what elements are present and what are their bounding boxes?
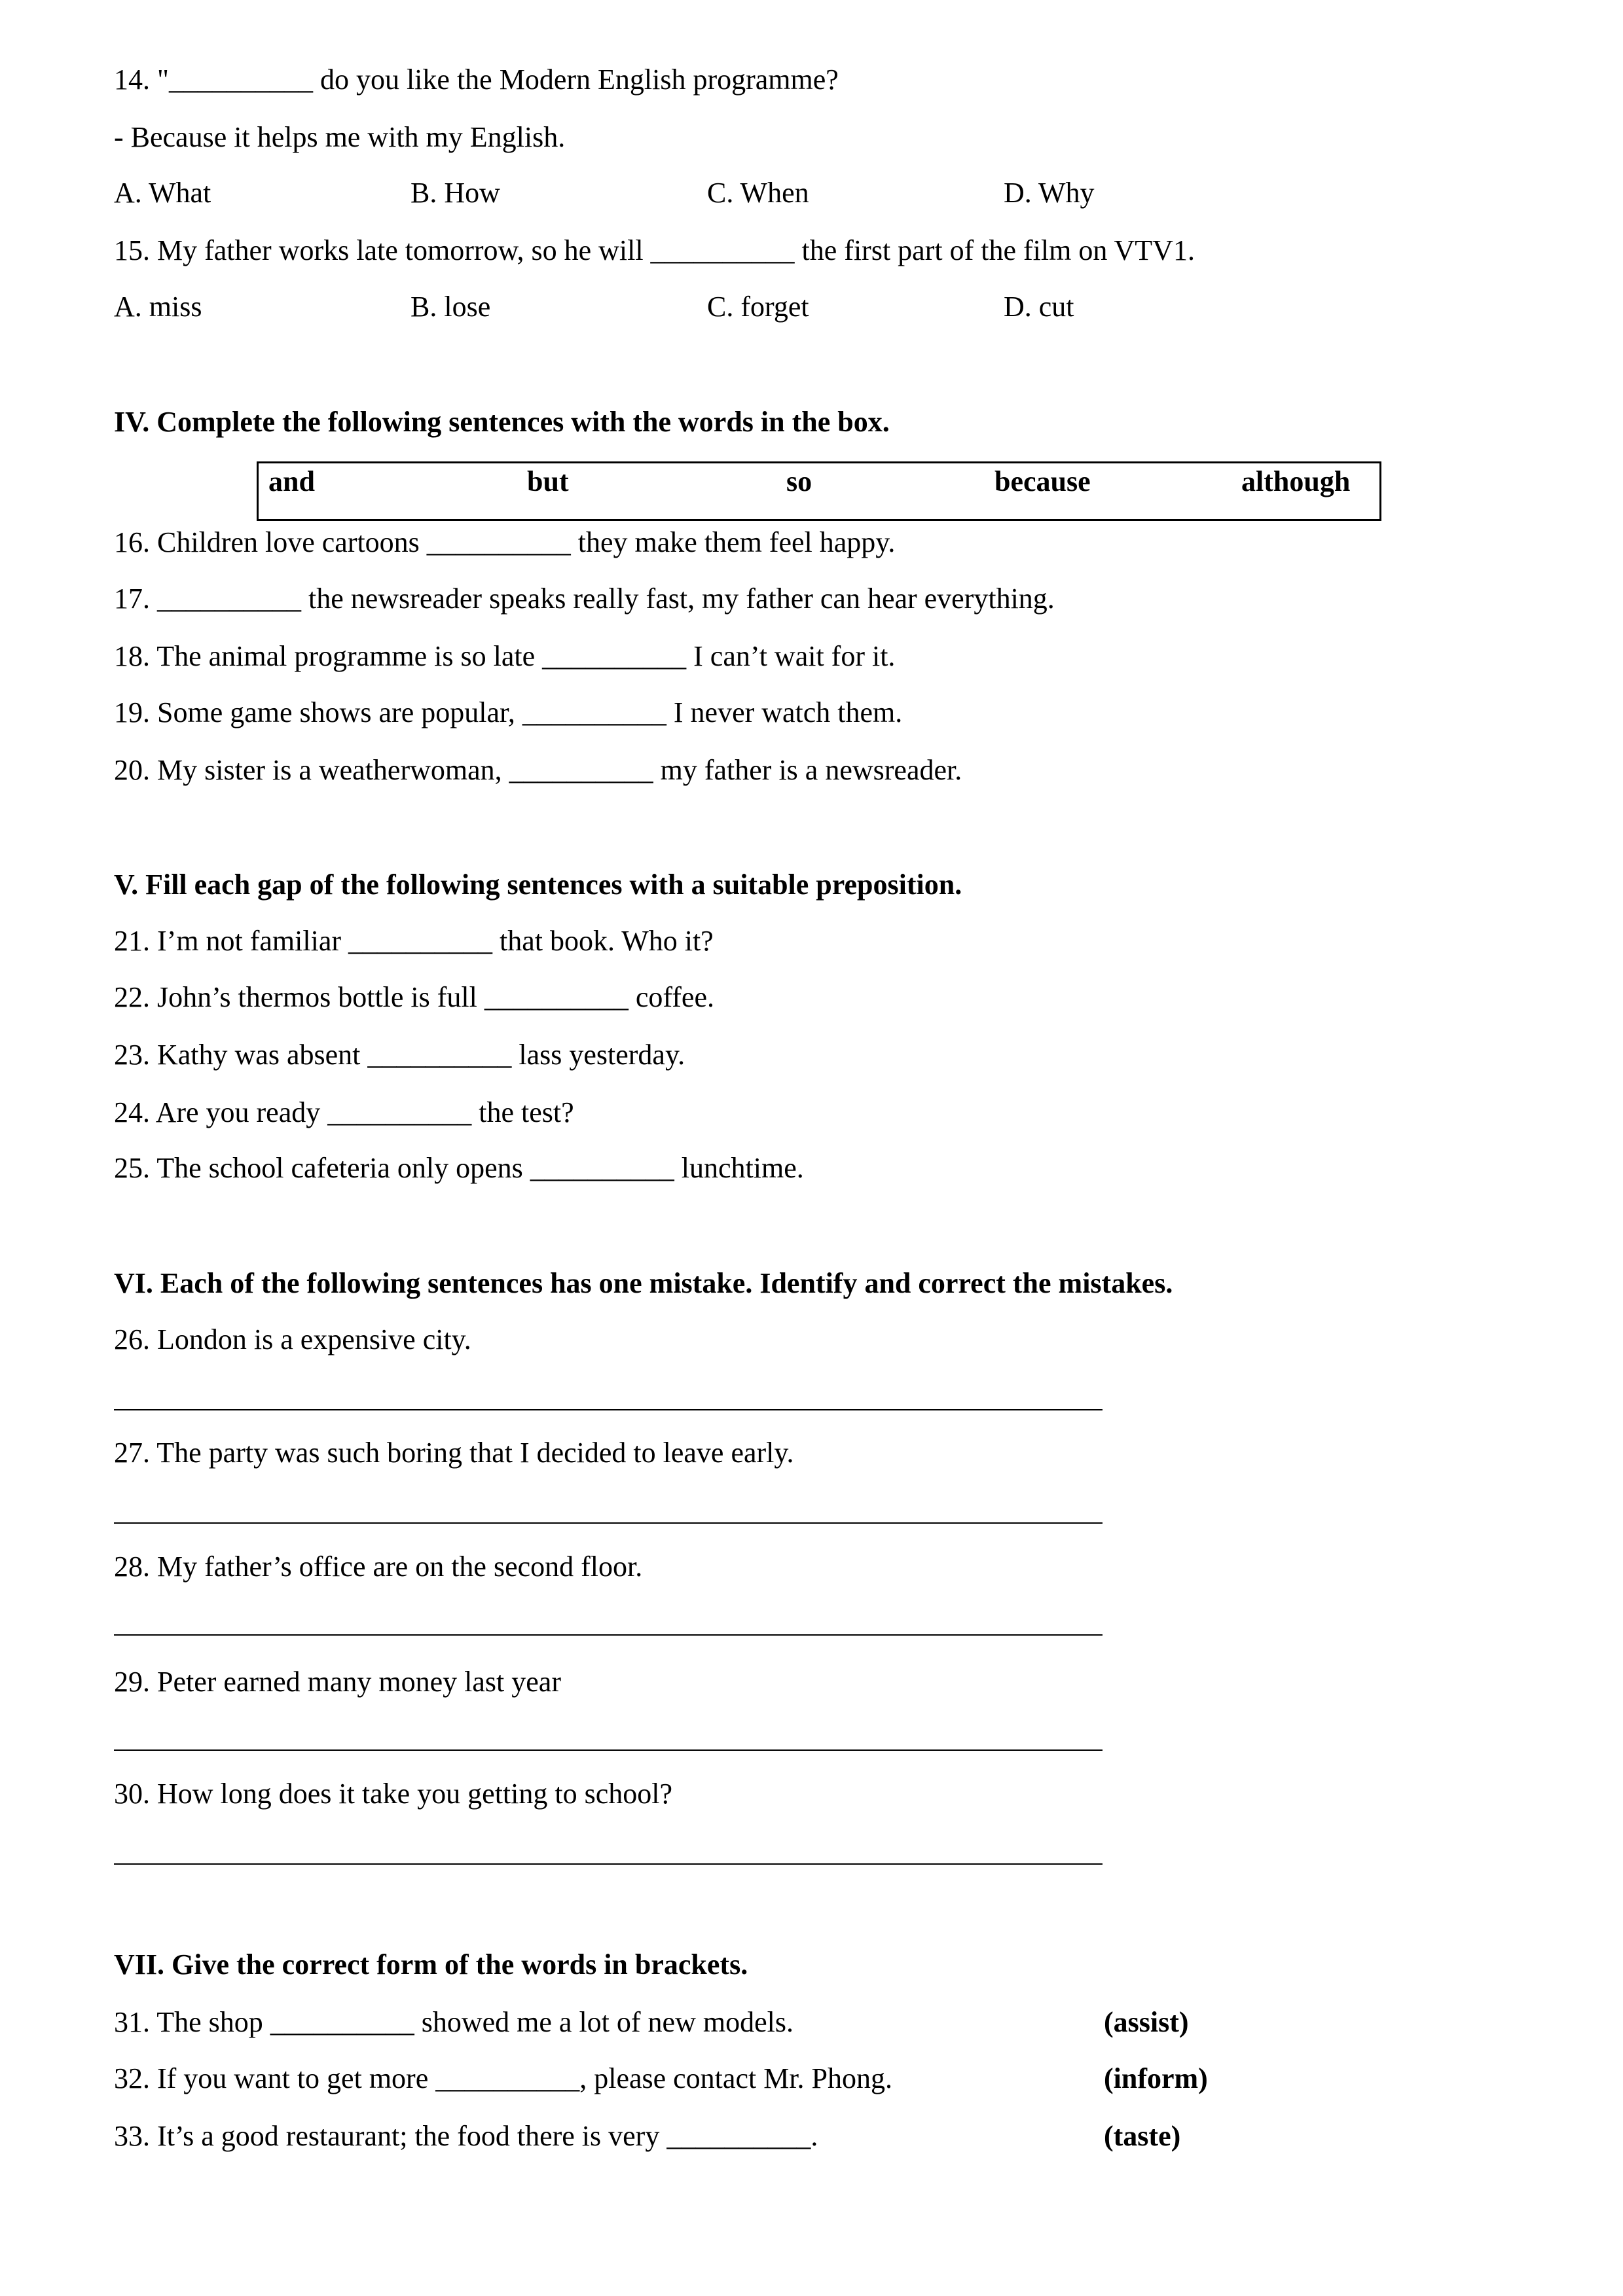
question-19: 19. Some game shows are popular, __________ I never watch them. bbox=[114, 696, 903, 728]
answer-line bbox=[114, 1634, 1103, 1636]
option-a: A. What bbox=[114, 177, 211, 209]
answer-line bbox=[114, 1522, 1103, 1524]
word-hint: (inform) bbox=[1104, 2062, 1208, 2094]
option-d: D. cut bbox=[1004, 291, 1074, 323]
question-24: 24. Are you ready __________ the test? bbox=[114, 1096, 574, 1128]
question-text: 14. "__________ do you like the Modern English programme? bbox=[114, 63, 839, 96]
option-c: C. When bbox=[707, 177, 809, 209]
option-b: B. How bbox=[410, 177, 500, 209]
section-heading: VI. Each of the following sentences has one mistake. Identify and correct the mistakes. bbox=[114, 1267, 1173, 1299]
question-25: 25. The school cafeteria only opens __________ lunchtime. bbox=[114, 1152, 804, 1184]
question-22: 22. John’s thermos bottle is full __________ coffee. bbox=[114, 981, 714, 1013]
option-b: B. lose bbox=[410, 291, 491, 323]
question-17: 17. __________ the newsreader speaks really fast, my father can hear everything. bbox=[114, 583, 1055, 615]
question-23: 23. Kathy was absent __________ lass yesterday. bbox=[114, 1039, 685, 1071]
answer-line bbox=[114, 1863, 1103, 1865]
box-word: but bbox=[527, 465, 569, 497]
word-box bbox=[257, 461, 1381, 521]
word-hint: (taste) bbox=[1104, 2120, 1181, 2152]
question-text: 15. My father works late tomorrow, so he will __________ the first part of the film on VTV1. bbox=[114, 234, 1195, 266]
option-d: D. Why bbox=[1004, 177, 1095, 209]
question-16: 16. Children love cartoons __________ they make them feel happy. bbox=[114, 526, 896, 558]
section-heading: VII. Give the correct form of the words in brackets. bbox=[114, 1948, 748, 1981]
question-31: 31. The shop __________ showed me a lot of new models. bbox=[114, 2006, 793, 2038]
box-word: although bbox=[1241, 465, 1351, 497]
answer-line bbox=[114, 1749, 1103, 1751]
question-32: 32. If you want to get more __________, please contact Mr. Phong. bbox=[114, 2062, 893, 2094]
question-29: 29. Peter earned many money last year bbox=[114, 1666, 561, 1698]
answer-text: - Because it helps me with my English. bbox=[114, 121, 566, 153]
question-33: 33. It’s a good restaurant; the food there is very __________. bbox=[114, 2120, 818, 2152]
question-18: 18. The animal programme is so late __________ I can’t wait for it. bbox=[114, 640, 896, 672]
option-c: C. forget bbox=[707, 291, 809, 323]
box-word: because bbox=[994, 465, 1091, 497]
section-heading: IV. Complete the following sentences with the words in the box. bbox=[114, 406, 890, 438]
question-28: 28. My father’s office are on the second floor. bbox=[114, 1551, 643, 1583]
question-27: 27. The party was such boring that I decided to leave early. bbox=[114, 1437, 794, 1469]
question-26: 26. London is a expensive city. bbox=[114, 1323, 471, 1355]
section-heading: V. Fill each gap of the following sentences with a suitable preposition. bbox=[114, 869, 962, 901]
question-20: 20. My sister is a weatherwoman, __________ my father is a newsreader. bbox=[114, 754, 962, 786]
question-30: 30. How long does it take you getting to school? bbox=[114, 1778, 672, 1810]
box-word: so bbox=[786, 465, 812, 497]
option-a: A. miss bbox=[114, 291, 202, 323]
box-word: and bbox=[268, 465, 315, 497]
word-hint: (assist) bbox=[1104, 2006, 1189, 2038]
question-21: 21. I’m not familiar __________ that book. Who it? bbox=[114, 925, 714, 957]
answer-line bbox=[114, 1409, 1103, 1410]
